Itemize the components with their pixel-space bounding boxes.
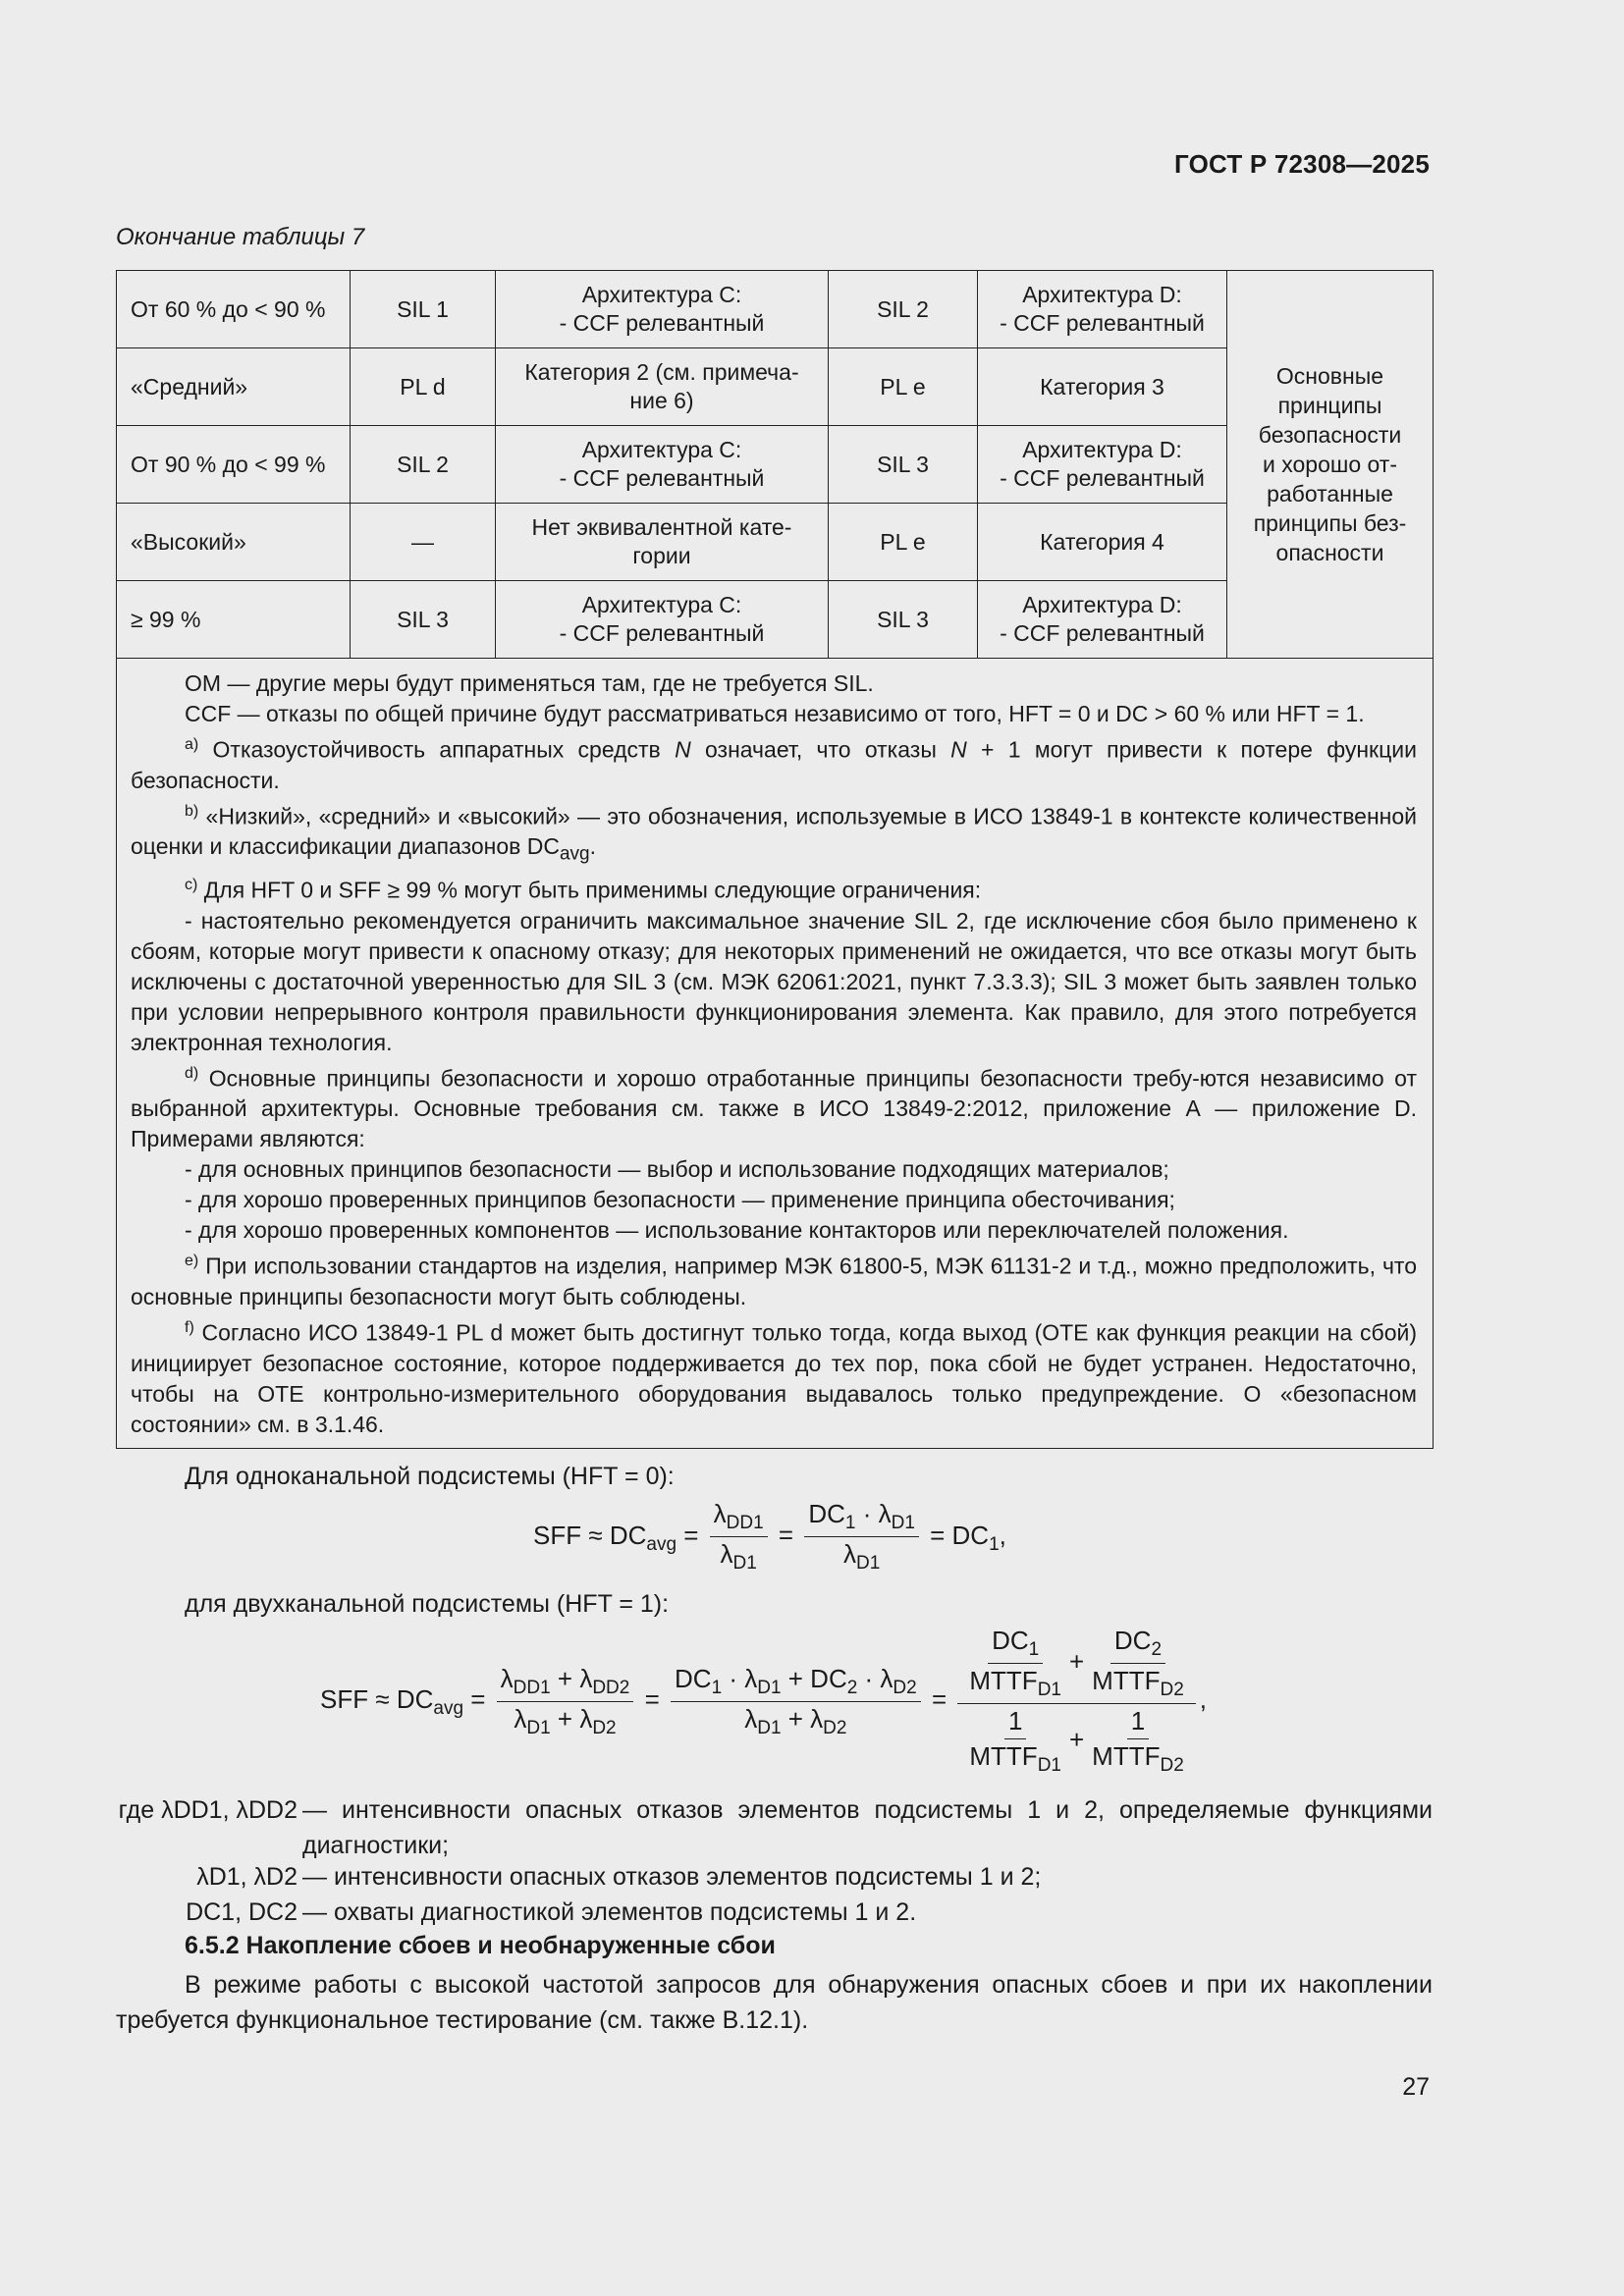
architecture-cell: Архитектура D: - CCF релевантный	[978, 426, 1227, 504]
safety-table	[116, 270, 1434, 1449]
principles-cell: Основные принципы безопасности и хорошо от- работанные принципы без- опасности	[1227, 271, 1434, 659]
coverage-cell: «Высокий»	[117, 504, 351, 581]
single-channel-text: Для одноканальной подсистемы (HFT = 0):	[185, 1463, 675, 1490]
where-symbol: DC1, DC2	[186, 1898, 298, 1926]
sil-cell: SIL 2	[829, 271, 978, 348]
footnote-c: $^{c)}$ Для HFT 0 и SFF ≥ 99 % могут быть применимы следующие ограничения:	[185, 876, 982, 903]
table-notes	[117, 659, 1434, 1449]
sil-cell: SIL 3	[829, 426, 978, 504]
footnote-d: $^{d)}$ Основные принципы безопасности и хорошо отработанные принципы безопасности требу-ются независимо от выбранной архитектуры. Основные требования см. также в ИСО 13849-2:2012, приложение А — приложение D. Примерами являются:	[131, 1064, 1417, 1152]
table-row	[117, 271, 1434, 348]
table-caption: Окончание таблицы 7	[116, 224, 365, 250]
where-symbol: где λDD1, λDD2	[118, 1796, 298, 1824]
architecture-cell: Архитектура D: - CCF релевантный	[978, 271, 1227, 348]
architecture-cell: Категория 2 (см. примеча- ние 6)	[496, 348, 829, 426]
section-heading: 6.5.2 Накопление сбоев и необнаруженные сбои	[185, 1932, 776, 1959]
where-symbol: λD1, λD2	[196, 1863, 298, 1891]
architecture-cell: Категория 4	[978, 504, 1227, 581]
footnote-d-item: - для хорошо проверенных компонентов — использование контакторов или переключателей положения.	[185, 1217, 1289, 1244]
coverage-cell: От 60 % до < 90 %	[117, 271, 351, 348]
architecture-cell: Категория 3	[978, 348, 1227, 426]
coverage-cell: «Средний»	[117, 348, 351, 426]
formula-dual-channel: SFF ≈ $DC_{avg}$ = $\frac{\lambda_{DD1} + \lambda_{DD2}}{\lambda_{D1} + \lambda_{D2}}$ = $\frac{DC_1 \cdot \lambda_{D1} + DC_2 \cdot \lambda_{D2}}{\lambda_{D1} + \lambda_{D2}}$ = $\frac{DC_1}{MTTF_{D1}}$ + $\frac{DC_2}{MTTF_{D2}}$ $\frac{1}{MTTF_{D1}}$ + $\frac{1}{MTTF_{D2}}$ ,	[320, 1626, 1208, 1777]
coverage-cell: От 90 % до < 99 %	[117, 426, 351, 504]
where-definition: — охваты диагностикой элементов подсистемы 1 и 2.	[302, 1898, 917, 1926]
sil-cell: SIL 3	[351, 581, 496, 659]
footnote-f: $^{f)}$ Согласно ИСО 13849-1 PL d может быть достигнут только тогда, когда выход (OTE как функция реакции на сбой) инициирует безопасное состояние, которое поддерживается до тех пор, пока сбой не будет устранен. Недостаточно, чтобы на OTE контрольно-измерительного оборудования выдавалось только предупреждение. О «безопасном состоянии» см. в 3.1.46.	[131, 1318, 1417, 1437]
sil-cell: SIL 3	[829, 581, 978, 659]
standard-code: ГОСТ Р 72308—2025	[1174, 149, 1430, 179]
footnote-e: $^{e)}$ При использовании стандартов на изделия, например МЭК 61800-5, МЭК 61131-2 и т.д., можно предположить, что основные принципы безопасности могут быть соблюдены.	[131, 1253, 1417, 1309]
where-item	[116, 1859, 1433, 1898]
dual-channel-text: для двухканальной подсистемы (HFT = 1):	[185, 1590, 670, 1618]
sil-cell: PL e	[829, 504, 978, 581]
notes-row	[117, 659, 1434, 1449]
page-number: 27	[1402, 2073, 1430, 2101]
footnote-a: $^{a)}$ Отказоустойчивость аппаратных средств N означает, что отказы N + 1 могут привести к потере функции безопасности.	[131, 736, 1417, 793]
note-ccf: CCF — отказы по общей причине будут рассматриваться независимо от того, HFT = 0 и DC > 60 % или HFT = 1.	[185, 701, 1365, 726]
architecture-cell: Архитектура C: - CCF релевантный	[496, 271, 829, 348]
architecture-cell: Архитектура C: - CCF релевантный	[496, 426, 829, 504]
footnote-b: $^{b)}$ «Низкий», «средний» и «высокий» — это обозначения, используемые в ИСО 13849-1 в контексте количественной оценки и классификации диапазонов $DC_{avg}$.	[131, 802, 1417, 865]
sil-cell: PL d	[351, 348, 496, 426]
sil-cell: PL e	[829, 348, 978, 426]
section-paragraph: В режиме работы с высокой частотой запросов для обнаружения опасных сбоев и при их накоплении требуется функциональное тестирование (см. также B.12.1).	[116, 1971, 1433, 2034]
note-om: ОМ — другие меры будут применяться там, где не требуется SIL.	[185, 670, 874, 696]
sil-cell: —	[351, 504, 496, 581]
sil-cell: SIL 1	[351, 271, 496, 348]
where-item	[116, 1895, 1433, 1934]
footnote-c-item: - настоятельно рекомендуется ограничить максимальное значение SIL 2, где исключение сбоя было применено к сбоям, которые могут привести к опасному отказу; для некоторых применений не ожидается, что все отказы могут быть исключены с достаточной уверенностью для SIL 3 (см. МЭК 62061:2021, пункт 7.3.3.3); SIL 3 может быть заявлен только при условии непрерывного контроля правильности функционирования элемента. Как правило, для этого потребуется электронная технология.	[131, 907, 1417, 1055]
formula-single-channel: SFF ≈ $DC_{avg}$ = $\frac{\lambda_{DD1}}{\lambda_{D1}}$ = $\frac{DC_1 \cdot \lambda_{D1}}{\lambda_{D1}}$ = $DC_1$,	[533, 1499, 1006, 1575]
architecture-cell: Нет эквивалентной кате- гории	[496, 504, 829, 581]
where-definition: — интенсивности опасных отказов элементов подсистемы 1 и 2;	[302, 1863, 1042, 1891]
footnote-d-item: - для основных принципов безопасности — выбор и использование подходящих материалов;	[185, 1156, 1169, 1183]
footnote-d-item: - для хорошо проверенных принципов безопасности — применение принципа обесточивания;	[185, 1187, 1175, 1213]
where-definition: — интенсивности опасных отказов элементов подсистемы 1 и 2, определяемые функциями диагностики;	[302, 1796, 1433, 1859]
sil-cell: SIL 2	[351, 426, 496, 504]
architecture-cell: Архитектура D: - CCF релевантный	[978, 581, 1227, 659]
coverage-cell: ≥ 99 %	[117, 581, 351, 659]
architecture-cell: Архитектура C: - CCF релевантный	[496, 581, 829, 659]
